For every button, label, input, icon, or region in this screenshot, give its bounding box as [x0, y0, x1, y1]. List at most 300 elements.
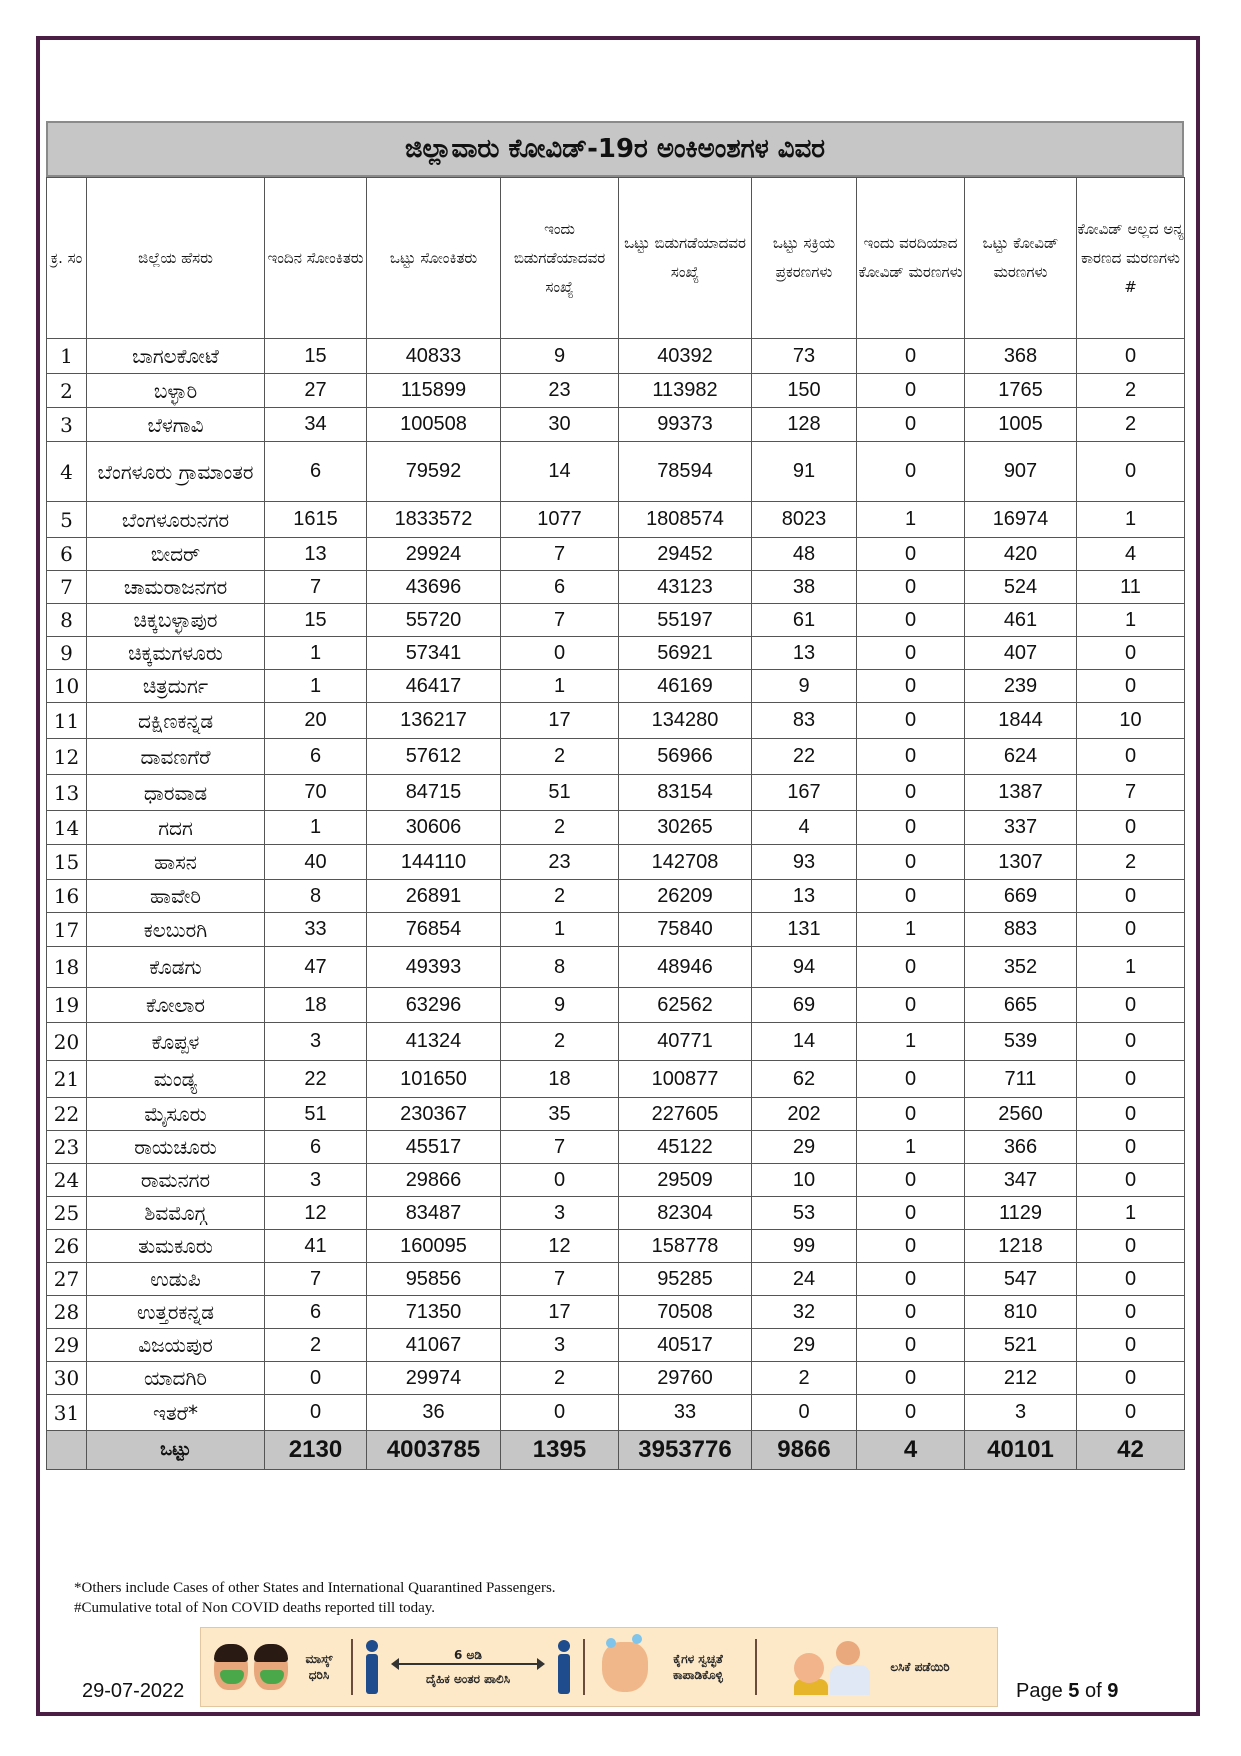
total-discharged-cell: 113982 [619, 374, 752, 408]
table-row [47, 670, 1185, 703]
today-discharged-cell: 1077 [501, 502, 619, 538]
total-active-cell: 13 [752, 637, 857, 670]
total-deaths-cell: 347 [965, 1164, 1077, 1197]
today-deaths-cell: 0 [857, 988, 965, 1023]
district-name-cell: ತುಮಕೂರು [87, 1230, 265, 1263]
total-discharged-cell: 40517 [619, 1329, 752, 1362]
district-name-cell: ಚಿತ್ರದುರ್ಗ [87, 670, 265, 703]
total-positive-cell: 29866 [367, 1164, 501, 1197]
non-covid-deaths-cell: 0 [1077, 637, 1185, 670]
today-discharged-cell: 8 [501, 947, 619, 988]
total-positive-cell: 49393 [367, 947, 501, 988]
total-positive-cell: 76854 [367, 913, 501, 947]
today-discharged-cell: 12 [501, 1230, 619, 1263]
today-discharged-cell: 0 [501, 1164, 619, 1197]
sl-no-cell: 17 [47, 913, 87, 947]
table-row [47, 604, 1185, 637]
washing-hands-icon [602, 1642, 648, 1692]
non-covid-deaths-cell: 0 [1077, 988, 1185, 1023]
table-row [47, 947, 1185, 988]
total-deaths-cell: 1307 [965, 845, 1077, 880]
sl-no-cell: 21 [47, 1061, 87, 1098]
table-row [47, 374, 1185, 408]
total-discharged-cell: 62562 [619, 988, 752, 1023]
total-positive-cell: 63296 [367, 988, 501, 1023]
today-deaths-cell: 0 [857, 408, 965, 442]
total-discharged-cell: 48946 [619, 947, 752, 988]
today-deaths-cell: 0 [857, 538, 965, 571]
today-positive-cell: 20 [265, 703, 367, 739]
today-positive-cell: 3 [265, 1164, 367, 1197]
sl-no-cell: 28 [47, 1296, 87, 1329]
non-covid-deaths-cell: 0 [1077, 1098, 1185, 1131]
total-positive-cell: 26891 [367, 880, 501, 913]
total-discharged-cell: 1808574 [619, 502, 752, 538]
today-discharged-cell: 2 [501, 880, 619, 913]
total-positive-cell: 36 [367, 1395, 501, 1431]
header-total-positive: ಒಟ್ಟು ಸೋಂಕಿತರು [367, 178, 501, 339]
total-deaths-cell: 366 [965, 1131, 1077, 1164]
sl-no-cell: 11 [47, 703, 87, 739]
total-positive-cell: 160095 [367, 1230, 501, 1263]
total-discharged-cell: 82304 [619, 1197, 752, 1230]
non-covid-deaths-cell: 7 [1077, 775, 1185, 811]
district-name-cell: ಹಾವೇರಿ [87, 880, 265, 913]
total-total-positive-cell: 4003785 [367, 1431, 501, 1470]
table-row [47, 845, 1185, 880]
district-name-cell: ಬಳ್ಳಾರಿ [87, 374, 265, 408]
today-deaths-cell: 0 [857, 374, 965, 408]
total-discharged-cell: 95285 [619, 1263, 752, 1296]
total-discharged-cell: 142708 [619, 845, 752, 880]
today-positive-cell: 51 [265, 1098, 367, 1131]
sl-no-cell: 16 [47, 880, 87, 913]
table-row [47, 408, 1185, 442]
total-active-cell: 93 [752, 845, 857, 880]
table-row [47, 502, 1185, 538]
today-positive-cell: 3 [265, 1023, 367, 1061]
distance-value: 6 ಅಡಿ [454, 1648, 482, 1662]
total-active-cell: 91 [752, 442, 857, 502]
total-deaths-cell: 669 [965, 880, 1077, 913]
header-today-discharged: ಇಂದು ಬಿಡುಗಡೆಯಾದವರ ಸಂಖ್ಯೆ [501, 178, 619, 339]
total-discharged-cell: 227605 [619, 1098, 752, 1131]
total-active-cell: 73 [752, 339, 857, 374]
today-discharged-cell: 14 [501, 442, 619, 502]
district-name-cell: ಗದಗ [87, 811, 265, 845]
total-discharged-cell: 40392 [619, 339, 752, 374]
table-title: ಜಿಲ್ಲಾವಾರು ಕೋವಿಡ್-19ರ ಅಂಕಿಅಂಶಗಳ ವಿವರ [46, 121, 1184, 177]
today-discharged-cell: 51 [501, 775, 619, 811]
total-deaths-cell: 3 [965, 1395, 1077, 1431]
today-positive-cell: 27 [265, 374, 367, 408]
non-covid-deaths-cell: 0 [1077, 442, 1185, 502]
table-row [47, 538, 1185, 571]
today-discharged-cell: 35 [501, 1098, 619, 1131]
total-active-cell: 2 [752, 1362, 857, 1395]
today-deaths-cell: 1 [857, 502, 965, 538]
district-name-cell: ದಕ್ಷಿಣಕನ್ನಡ [87, 703, 265, 739]
total-active-cell: 131 [752, 913, 857, 947]
table-row [47, 1023, 1185, 1061]
total-deaths-cell: 521 [965, 1329, 1077, 1362]
total-discharged-cell: 40771 [619, 1023, 752, 1061]
district-name-cell: ಉತ್ತರಕನ್ನಡ [87, 1296, 265, 1329]
non-covid-deaths-cell: 0 [1077, 1296, 1185, 1329]
today-discharged-cell: 2 [501, 739, 619, 775]
today-positive-cell: 1 [265, 670, 367, 703]
non-covid-deaths-cell: 10 [1077, 703, 1185, 739]
today-positive-cell: 18 [265, 988, 367, 1023]
total-active-cell: 38 [752, 571, 857, 604]
today-discharged-cell: 1 [501, 670, 619, 703]
total-deaths-cell: 907 [965, 442, 1077, 502]
table-row [47, 571, 1185, 604]
district-name-cell: ಹಾಸನ [87, 845, 265, 880]
district-name-cell: ಚಿಕ್ಕಬಳ್ಳಾಪುರ [87, 604, 265, 637]
today-positive-cell: 22 [265, 1061, 367, 1098]
total-positive-cell: 83487 [367, 1197, 501, 1230]
total-positive-cell: 29974 [367, 1362, 501, 1395]
sl-no-cell: 19 [47, 988, 87, 1023]
table-row [47, 1395, 1185, 1431]
district-name-cell: ವಿಜಯಪುರ [87, 1329, 265, 1362]
total-positive-cell: 1833572 [367, 502, 501, 538]
today-positive-cell: 34 [265, 408, 367, 442]
total-deaths-cell: 1844 [965, 703, 1077, 739]
total-discharged-cell: 46169 [619, 670, 752, 703]
total-positive-cell: 57612 [367, 739, 501, 775]
total-deaths-cell: 883 [965, 913, 1077, 947]
today-discharged-cell: 6 [501, 571, 619, 604]
total-deaths-cell: 407 [965, 637, 1077, 670]
today-discharged-cell: 7 [501, 1263, 619, 1296]
table-row [47, 1197, 1185, 1230]
district-name-cell: ಶಿವಮೊಗ್ಗ [87, 1197, 265, 1230]
distance-segment [353, 1628, 583, 1706]
person-icon [365, 1640, 379, 1694]
total-active-cell: 128 [752, 408, 857, 442]
total-active-cell: 24 [752, 1263, 857, 1296]
today-positive-cell: 33 [265, 913, 367, 947]
report-date: 29-07-2022 [82, 1680, 185, 1702]
district-name-cell: ಚಾಮರಾಜನಗರ [87, 571, 265, 604]
total-active-cell: 14 [752, 1023, 857, 1061]
non-covid-deaths-cell: 0 [1077, 880, 1185, 913]
double-arrow-icon [393, 1663, 543, 1665]
sl-no-cell: 24 [47, 1164, 87, 1197]
non-covid-deaths-cell: 1 [1077, 1197, 1185, 1230]
total-positive-cell: 29924 [367, 538, 501, 571]
total-total-active-cell: 9866 [752, 1431, 857, 1470]
total-active-cell: 48 [752, 538, 857, 571]
non-covid-deaths-cell: 0 [1077, 1395, 1185, 1431]
header-district-name: ಜಿಲ್ಲೆಯ ಹೆಸರು [87, 178, 265, 339]
table-row [47, 880, 1185, 913]
masked-face-icon [214, 1644, 248, 1690]
total-active-cell: 167 [752, 775, 857, 811]
today-positive-cell: 70 [265, 775, 367, 811]
district-name-cell: ಬಾಗಲಕೋಟೆ [87, 339, 265, 374]
total-discharged-cell: 43123 [619, 571, 752, 604]
table-row [47, 1329, 1185, 1362]
person-icon [557, 1640, 571, 1694]
district-name-cell: ರಾಯಚೂರು [87, 1131, 265, 1164]
today-deaths-cell: 0 [857, 442, 965, 502]
total-discharged-cell: 83154 [619, 775, 752, 811]
today-discharged-cell: 18 [501, 1061, 619, 1098]
today-deaths-cell: 0 [857, 880, 965, 913]
today-deaths-cell: 0 [857, 811, 965, 845]
total-deaths-cell: 16974 [965, 502, 1077, 538]
today-deaths-cell: 0 [857, 1061, 965, 1098]
header-total-deaths: ಒಟ್ಟು ಕೋವಿಡ್ ಮರಣಗಳು [965, 178, 1077, 339]
total-active-cell: 29 [752, 1131, 857, 1164]
today-positive-cell: 41 [265, 1230, 367, 1263]
non-covid-deaths-cell: 2 [1077, 845, 1185, 880]
today-deaths-cell: 0 [857, 670, 965, 703]
header-today-deaths: ಇಂದು ವರದಿಯಾದ ಕೋವಿಡ್ ಮರಣಗಳು [857, 178, 965, 339]
vaccine-segment [757, 1628, 987, 1706]
today-deaths-cell: 0 [857, 339, 965, 374]
hands-segment [585, 1628, 755, 1706]
non-covid-deaths-cell: 0 [1077, 1164, 1185, 1197]
total-positive-cell: 230367 [367, 1098, 501, 1131]
total-deaths-cell: 539 [965, 1023, 1077, 1061]
table-row [47, 739, 1185, 775]
sl-no-cell: 20 [47, 1023, 87, 1061]
district-name-cell: ಧಾರವಾಡ [87, 775, 265, 811]
total-discharged-cell: 70508 [619, 1296, 752, 1329]
total-sl-no-cell [47, 1431, 87, 1470]
footnote-non-covid: #Cumulative total of Non COVID deaths reported till today. [74, 1600, 436, 1616]
non-covid-deaths-cell: 4 [1077, 538, 1185, 571]
today-positive-cell: 8 [265, 880, 367, 913]
table-row [47, 811, 1185, 845]
total-deaths-cell: 1218 [965, 1230, 1077, 1263]
total-discharged-cell: 45122 [619, 1131, 752, 1164]
footnote-others: *Others include Cases of other States and International Quarantined Passengers. [74, 1580, 556, 1596]
non-covid-deaths-cell: 0 [1077, 1131, 1185, 1164]
total-total-deaths-cell: 40101 [965, 1431, 1077, 1470]
sl-no-cell: 26 [47, 1230, 87, 1263]
total-row [47, 1431, 1185, 1470]
total-deaths-cell: 368 [965, 339, 1077, 374]
today-deaths-cell: 0 [857, 1263, 965, 1296]
table-row [47, 442, 1185, 502]
sl-no-cell: 8 [47, 604, 87, 637]
total-active-cell: 61 [752, 604, 857, 637]
table-row [47, 1061, 1185, 1098]
total-active-cell: 99 [752, 1230, 857, 1263]
table-row [47, 1230, 1185, 1263]
sl-no-cell: 14 [47, 811, 87, 845]
total-positive-cell: 79592 [367, 442, 501, 502]
today-deaths-cell: 0 [857, 947, 965, 988]
total-today-positive-cell: 2130 [265, 1431, 367, 1470]
today-deaths-cell: 0 [857, 1329, 965, 1362]
total-deaths-cell: 239 [965, 670, 1077, 703]
total-discharged-cell: 55197 [619, 604, 752, 637]
sl-no-cell: 29 [47, 1329, 87, 1362]
mask-segment [201, 1628, 351, 1706]
non-covid-deaths-cell: 0 [1077, 811, 1185, 845]
today-deaths-cell: 1 [857, 1131, 965, 1164]
today-discharged-cell: 17 [501, 703, 619, 739]
sl-no-cell: 5 [47, 502, 87, 538]
district-covid-table [46, 177, 1185, 1470]
total-positive-cell: 30606 [367, 811, 501, 845]
total-discharged-cell: 134280 [619, 703, 752, 739]
vaccination-icon [794, 1639, 874, 1695]
district-name-cell: ಕೊಪ್ಪಳ [87, 1023, 265, 1061]
hands-label: ಕೈಗಳ ಸ್ವಚ್ಛತೆ ಕಾಪಾಡಿಕೊಳ್ಳಿ [673, 1652, 723, 1682]
today-deaths-cell: 0 [857, 1230, 965, 1263]
sl-no-cell: 6 [47, 538, 87, 571]
total-active-cell: 8023 [752, 502, 857, 538]
today-discharged-cell: 23 [501, 845, 619, 880]
today-positive-cell: 1 [265, 637, 367, 670]
table-row [47, 988, 1185, 1023]
total-active-cell: 9 [752, 670, 857, 703]
district-name-cell: ದಾವಣಗೆರೆ [87, 739, 265, 775]
today-deaths-cell: 0 [857, 1395, 965, 1431]
district-name-cell: ಕೋಲಾರ [87, 988, 265, 1023]
today-discharged-cell: 2 [501, 1362, 619, 1395]
non-covid-deaths-cell: 1 [1077, 604, 1185, 637]
district-name-cell: ಕೊಡಗು [87, 947, 265, 988]
page-number: Page 5 of 9 [1016, 1680, 1119, 1702]
total-deaths-cell: 420 [965, 538, 1077, 571]
total-discharged-cell: 78594 [619, 442, 752, 502]
today-deaths-cell: 1 [857, 913, 965, 947]
total-discharged-cell: 29509 [619, 1164, 752, 1197]
today-deaths-cell: 1 [857, 1023, 965, 1061]
total-positive-cell: 101650 [367, 1061, 501, 1098]
sl-no-cell: 23 [47, 1131, 87, 1164]
today-discharged-cell: 23 [501, 374, 619, 408]
today-discharged-cell: 3 [501, 1197, 619, 1230]
header-total-discharged: ಒಟ್ಟು ಬಿಡುಗಡೆಯಾದವರ ಸಂಖ್ಯೆ [619, 178, 752, 339]
table-row [47, 1098, 1185, 1131]
table-row [47, 1362, 1185, 1395]
district-name-cell: ಉಡುಪಿ [87, 1263, 265, 1296]
total-active-cell: 32 [752, 1296, 857, 1329]
non-covid-deaths-cell: 11 [1077, 571, 1185, 604]
total-discharged-cell: 29760 [619, 1362, 752, 1395]
total-deaths-cell: 212 [965, 1362, 1077, 1395]
today-discharged-cell: 7 [501, 1131, 619, 1164]
total-positive-cell: 40833 [367, 339, 501, 374]
total-positive-cell: 95856 [367, 1263, 501, 1296]
district-name-cell: ಚಿಕ್ಕಮಗಳೂರು [87, 637, 265, 670]
total-positive-cell: 71350 [367, 1296, 501, 1329]
total-positive-cell: 41324 [367, 1023, 501, 1061]
today-positive-cell: 7 [265, 1263, 367, 1296]
total-positive-cell: 57341 [367, 637, 501, 670]
header-sl-no: ಕ್ರ. ಸಂ [47, 178, 87, 339]
today-deaths-cell: 0 [857, 1164, 965, 1197]
non-covid-deaths-cell: 0 [1077, 1263, 1185, 1296]
non-covid-deaths-cell: 0 [1077, 1230, 1185, 1263]
today-positive-cell: 0 [265, 1395, 367, 1431]
today-discharged-cell: 7 [501, 604, 619, 637]
total-active-cell: 62 [752, 1061, 857, 1098]
today-discharged-cell: 2 [501, 811, 619, 845]
total-active-cell: 29 [752, 1329, 857, 1362]
sl-no-cell: 18 [47, 947, 87, 988]
non-covid-deaths-cell: 0 [1077, 670, 1185, 703]
district-name-cell: ಬೀದರ್ [87, 538, 265, 571]
distance-label: ದೈಹಿಕ ಅಂತರ ಪಾಲಿಸಿ [425, 1672, 511, 1686]
today-deaths-cell: 0 [857, 845, 965, 880]
today-discharged-cell: 3 [501, 1329, 619, 1362]
total-deaths-cell: 711 [965, 1061, 1077, 1098]
today-deaths-cell: 0 [857, 571, 965, 604]
sl-no-cell: 2 [47, 374, 87, 408]
total-active-cell: 10 [752, 1164, 857, 1197]
today-positive-cell: 13 [265, 538, 367, 571]
today-deaths-cell: 0 [857, 703, 965, 739]
masked-face-icon [254, 1644, 288, 1690]
sl-no-cell: 12 [47, 739, 87, 775]
today-deaths-cell: 0 [857, 604, 965, 637]
district-name-cell: ರಾಮನಗರ [87, 1164, 265, 1197]
total-deaths-cell: 461 [965, 604, 1077, 637]
total-discharged-cell: 33 [619, 1395, 752, 1431]
sl-no-cell: 30 [47, 1362, 87, 1395]
total-discharged-cell: 100877 [619, 1061, 752, 1098]
district-name-cell: ಕಲಬುರಗಿ [87, 913, 265, 947]
total-active-cell: 22 [752, 739, 857, 775]
header-non-covid-deaths: ಕೋವಿಡ್ ಅಲ್ಲದ ಅನ್ಯ ಕಾರಣದ ಮರಣಗಳು # [1077, 178, 1185, 339]
total-deaths-cell: 2560 [965, 1098, 1077, 1131]
today-deaths-cell: 0 [857, 1197, 965, 1230]
total-active-cell: 69 [752, 988, 857, 1023]
table-row [47, 1164, 1185, 1197]
today-positive-cell: 1615 [265, 502, 367, 538]
non-covid-deaths-cell: 0 [1077, 1023, 1185, 1061]
footnotes [74, 1578, 556, 1618]
total-active-cell: 0 [752, 1395, 857, 1431]
non-covid-deaths-cell: 0 [1077, 739, 1185, 775]
sl-no-cell: 13 [47, 775, 87, 811]
today-discharged-cell: 2 [501, 1023, 619, 1061]
table-row [47, 1131, 1185, 1164]
mask-label: ಮಾಸ್ಕ್ ಧರಿಸಿ [305, 1652, 333, 1682]
total-discharged-cell: 26209 [619, 880, 752, 913]
total-deaths-cell: 1129 [965, 1197, 1077, 1230]
table-row [47, 339, 1185, 374]
non-covid-deaths-cell: 1 [1077, 502, 1185, 538]
total-positive-cell: 55720 [367, 604, 501, 637]
today-positive-cell: 1 [265, 811, 367, 845]
total-positive-cell: 41067 [367, 1329, 501, 1362]
total-active-cell: 83 [752, 703, 857, 739]
today-deaths-cell: 0 [857, 1296, 965, 1329]
total-deaths-cell: 1005 [965, 408, 1077, 442]
sl-no-cell: 15 [47, 845, 87, 880]
total-deaths-cell: 337 [965, 811, 1077, 845]
total-deaths-cell: 1765 [965, 374, 1077, 408]
total-active-cell: 150 [752, 374, 857, 408]
total-active-cell: 13 [752, 880, 857, 913]
today-positive-cell: 6 [265, 739, 367, 775]
vaccine-label: ಲಸಿಕೆ ಪಡೆಯಿರಿ [890, 1660, 950, 1674]
today-discharged-cell: 0 [501, 1395, 619, 1431]
sl-no-cell: 25 [47, 1197, 87, 1230]
header-total-active: ಒಟ್ಟು ಸಕ್ರಿಯ ಪ್ರಕರಣಗಳು [752, 178, 857, 339]
